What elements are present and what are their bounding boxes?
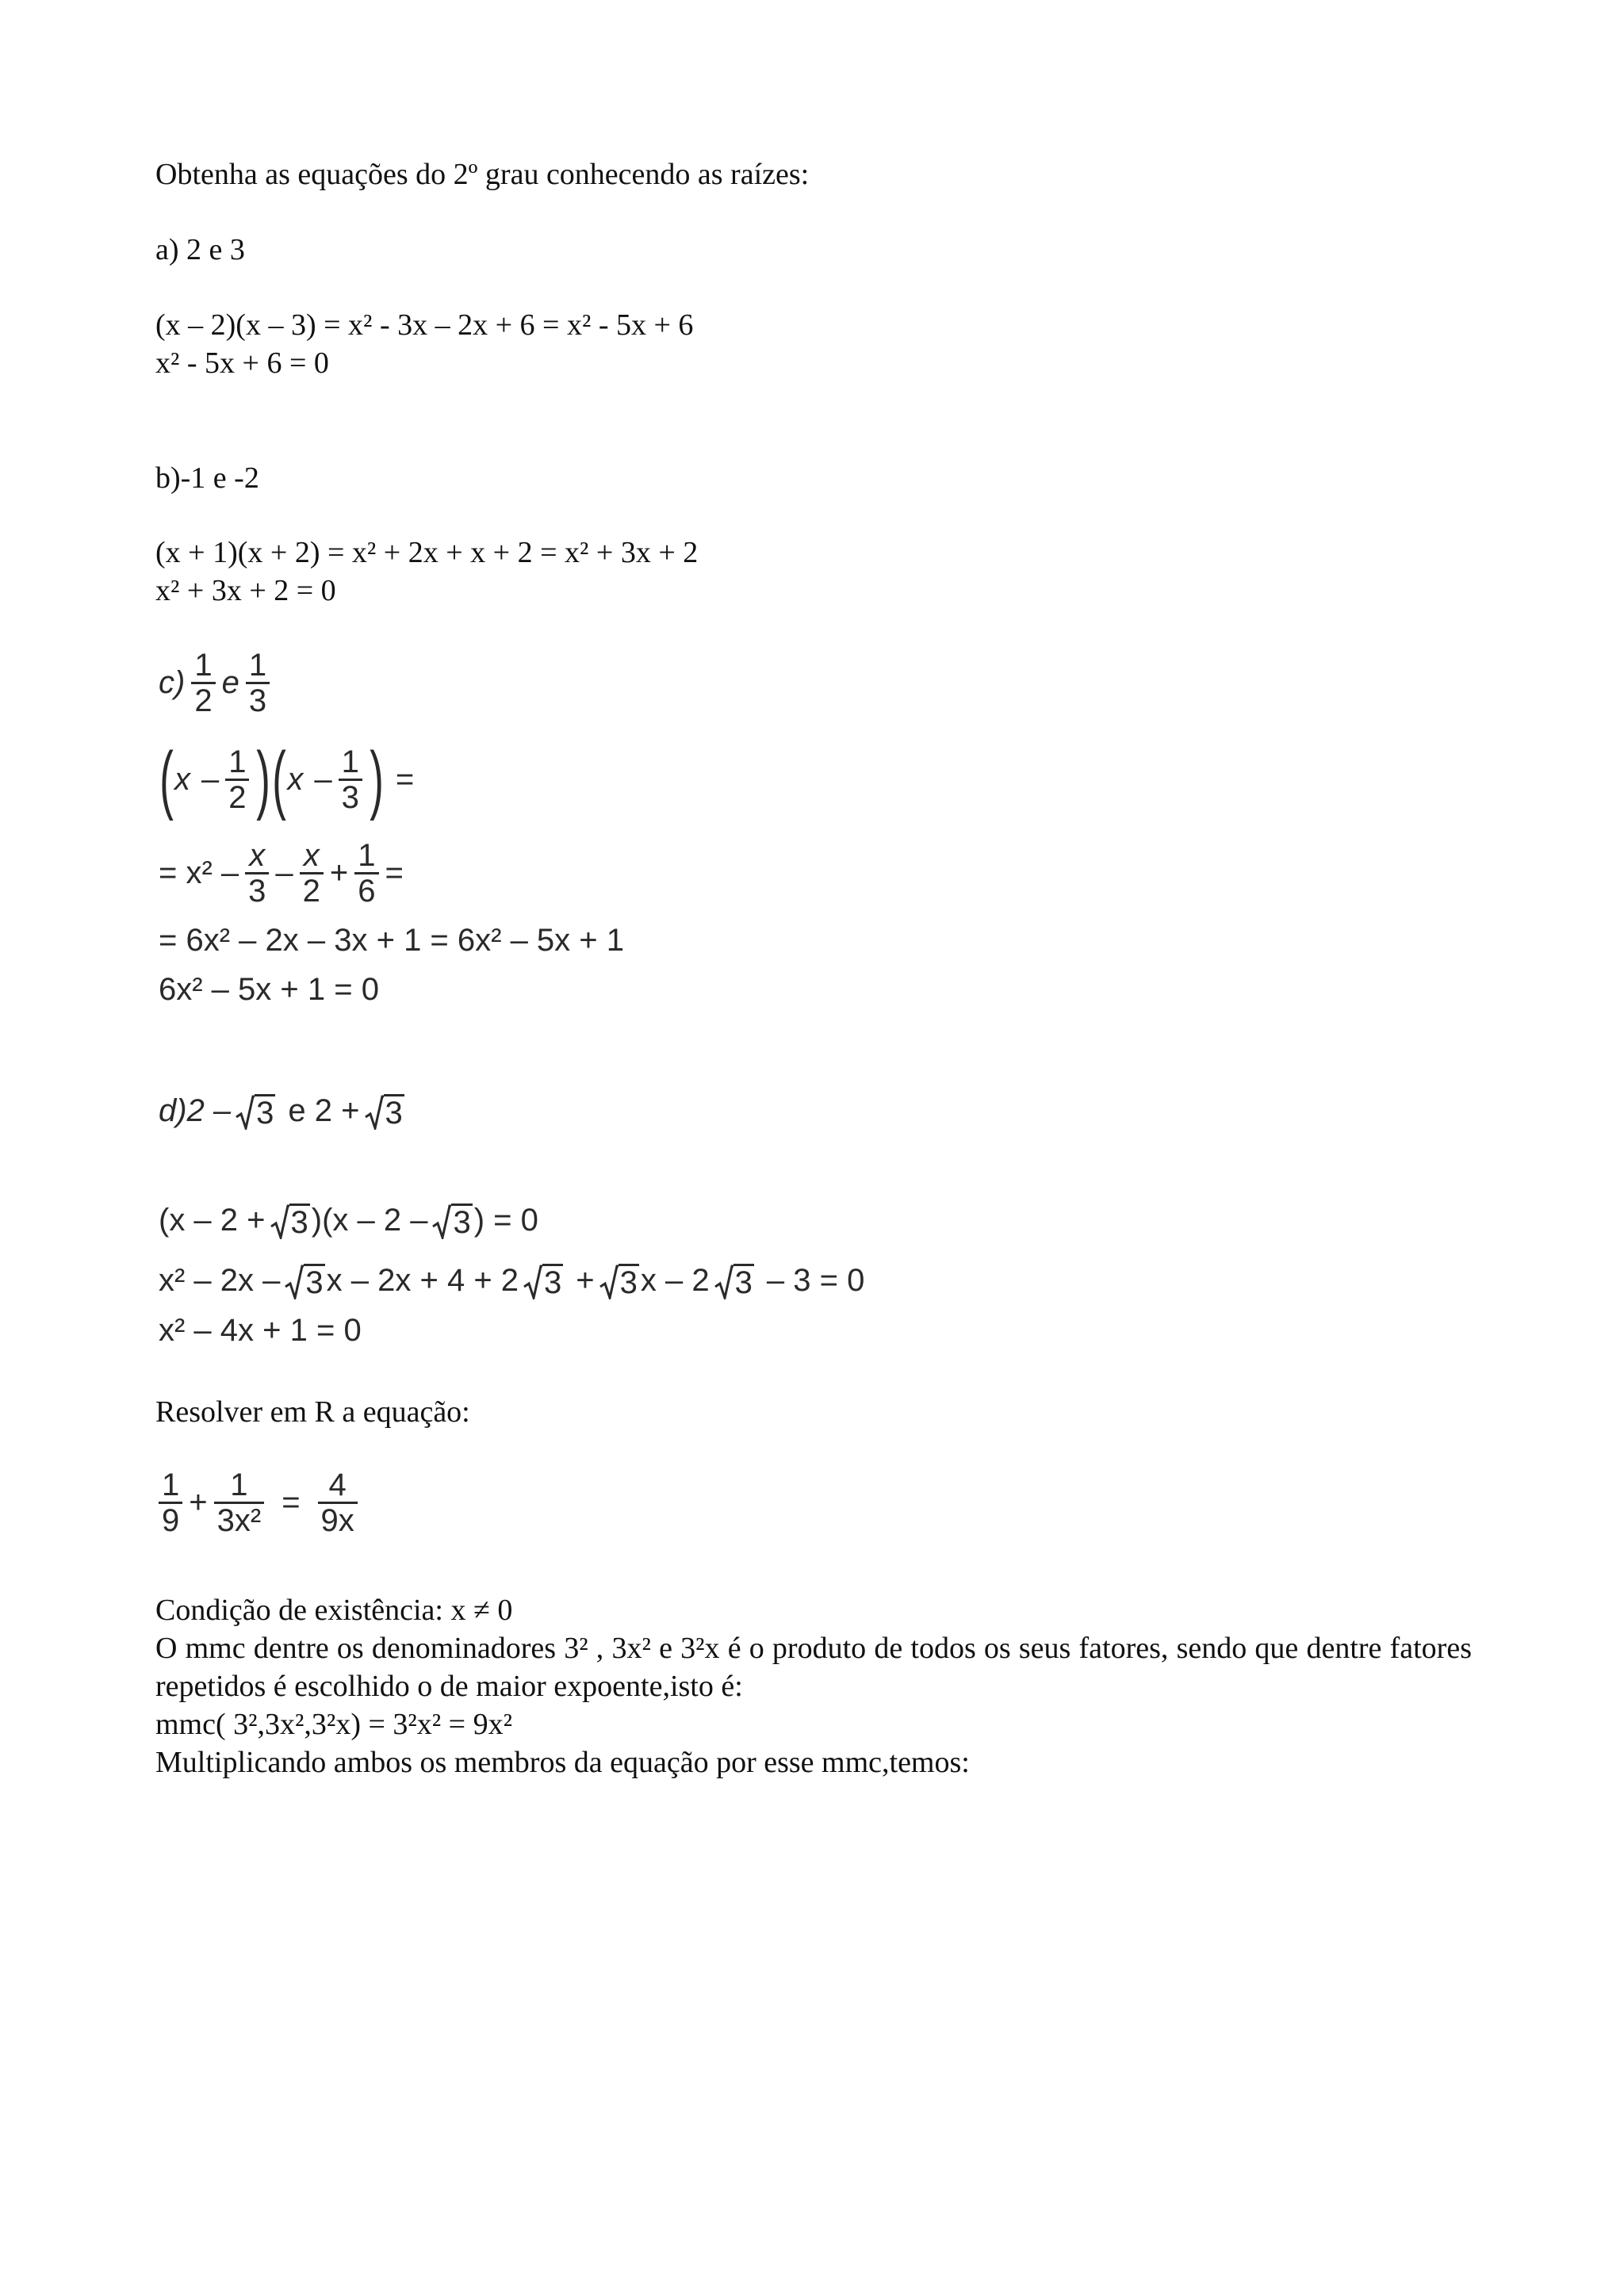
fraction-denominator: 6 [358,874,376,909]
fraction-numerator: x [249,838,266,873]
minus-sign: – [201,761,220,797]
fraction-numerator: 1 [341,744,359,779]
expr-segment: x² – 2x – [159,1263,281,1298]
expr-segment: x – 2 [640,1263,710,1298]
equals-sign: = [282,1485,301,1520]
part-b-label: b)-1 e -2 [155,461,259,495]
part-a-label: a) 2 e 3 [155,233,245,266]
fraction-denominator: 2 [302,874,320,909]
fraction [245,839,269,908]
paren-open: ( [272,737,287,821]
part-d-prefix: d)2 – [159,1093,232,1128]
fraction-denominator: 3 [248,683,267,718]
fraction [318,1468,358,1537]
radical-icon [714,1265,733,1299]
part-b-expansion: (x + 1)(x + 2) = x² + 2x + x + 2 = x² + 3x + 2 [155,536,699,569]
fraction-numerator: 4 [328,1468,347,1502]
square-root [432,1202,472,1239]
operator: – [275,855,293,890]
radicand: 3 [453,1205,471,1240]
equals-sign: = [385,855,404,890]
variable-x: x [174,761,190,797]
part-d-product [159,1202,538,1239]
radical-icon [270,1204,289,1239]
fraction-numerator: 1 [162,1468,180,1502]
fraction-numerator: 1 [230,1468,248,1502]
fraction-numerator: 1 [194,648,213,683]
fraction-denominator: 3x² [216,1503,262,1538]
fraction [159,1468,182,1537]
square-root [714,1262,754,1299]
square-root [523,1262,563,1299]
part-d-expansion [159,1262,864,1299]
mmc-explanation: O mmc dentre os denominadores 3² , 3x² e 3²x é o produto de todos os seus fatores, sendo que dentre fatores repetidos é escolhido o de maior expoente,isto é: [155,1632,1472,1703]
part-c-equation: 6x² – 5x + 1 = 0 [159,972,379,1007]
expr-segment: (x – 2 + [159,1203,266,1238]
minus-sign: – [314,761,332,797]
fraction [246,649,270,718]
radicand: 3 [544,1265,562,1300]
square-root [599,1262,639,1299]
part-d-label [159,1093,406,1130]
square-root [236,1093,275,1130]
fraction [191,649,215,718]
radical-icon [285,1265,304,1299]
fraction-denominator: 2 [228,779,247,815]
fraction [339,745,362,814]
operator: + [329,855,349,890]
resolver-equation [159,1468,364,1537]
part-b-equation: x² + 3x + 2 = 0 [155,574,336,607]
part-c-label [159,649,276,718]
equals-sign: = [395,761,415,797]
part-d-middle: e 2 + [288,1093,360,1128]
fraction [225,745,249,814]
expr-segment: + [576,1263,595,1298]
part-a-expansion: (x – 2)(x – 3) = x² - 3x – 2x + 6 = x² - 5x + 6 [155,308,694,342]
fraction [300,839,324,908]
fraction-denominator: 2 [194,683,213,718]
radicand: 3 [385,1096,403,1131]
radicand: 3 [305,1265,324,1300]
radicand: 3 [734,1265,753,1300]
fraction-denominator: 3 [341,779,359,815]
fraction-denominator: 9 [162,1503,180,1538]
fraction-denominator: 9x [320,1503,354,1538]
square-root [285,1262,324,1299]
part-c-connector: e [221,665,239,700]
radical-icon [599,1265,619,1299]
plus-sign: + [189,1485,208,1520]
paren-close: ) [256,737,271,821]
resolver-heading: Resolver em R a equação: [155,1395,470,1429]
radicand: 3 [290,1205,308,1240]
fraction-numerator: 1 [228,744,247,779]
square-root [365,1093,404,1130]
expr-segment: x – 2x + 4 + 2 [326,1263,519,1298]
fraction-numerator: 1 [248,648,267,683]
fraction-denominator: 3 [248,874,266,909]
closing-sentence: Multiplicando ambos os membros da equação por esse mmc,temos: [155,1746,970,1779]
fraction [214,1468,265,1537]
part-c-simplified: = 6x² – 2x – 3x + 1 = 6x² – 5x + 1 [159,923,625,958]
fraction-numerator: 1 [358,838,376,873]
radical-icon [432,1204,451,1239]
exercise-heading: Obtenha as equações do 2º grau conhecendo as raízes: [155,158,810,191]
part-c-product [159,737,415,821]
square-root [270,1202,310,1239]
radicand: 3 [256,1096,274,1131]
part-d-equation: x² – 4x + 1 = 0 [159,1313,362,1348]
mmc-formula: mmc( 3²,3x²,3²x) = 3²x² = 9x² [155,1708,513,1741]
radical-icon [365,1095,384,1130]
existence-condition: Condição de existência: x ≠ 0 [155,1594,513,1627]
expansion-lead: = x² – [159,855,239,890]
radical-icon [236,1095,255,1130]
expr-segment: – 3 = 0 [766,1263,865,1298]
radical-icon [523,1265,542,1299]
expr-segment: ) = 0 [473,1203,538,1238]
part-c-expansion [159,839,404,908]
fraction-numerator: x [303,838,320,873]
part-a-equation: x² - 5x + 6 = 0 [155,346,329,380]
expr-segment: )(x – 2 – [311,1203,428,1238]
paren-open: ( [159,737,174,821]
radicand: 3 [619,1265,638,1300]
variable-x: x [287,761,304,797]
paren-close: ) [370,737,384,821]
fraction [354,839,378,908]
part-c-prefix: c) [159,665,186,700]
